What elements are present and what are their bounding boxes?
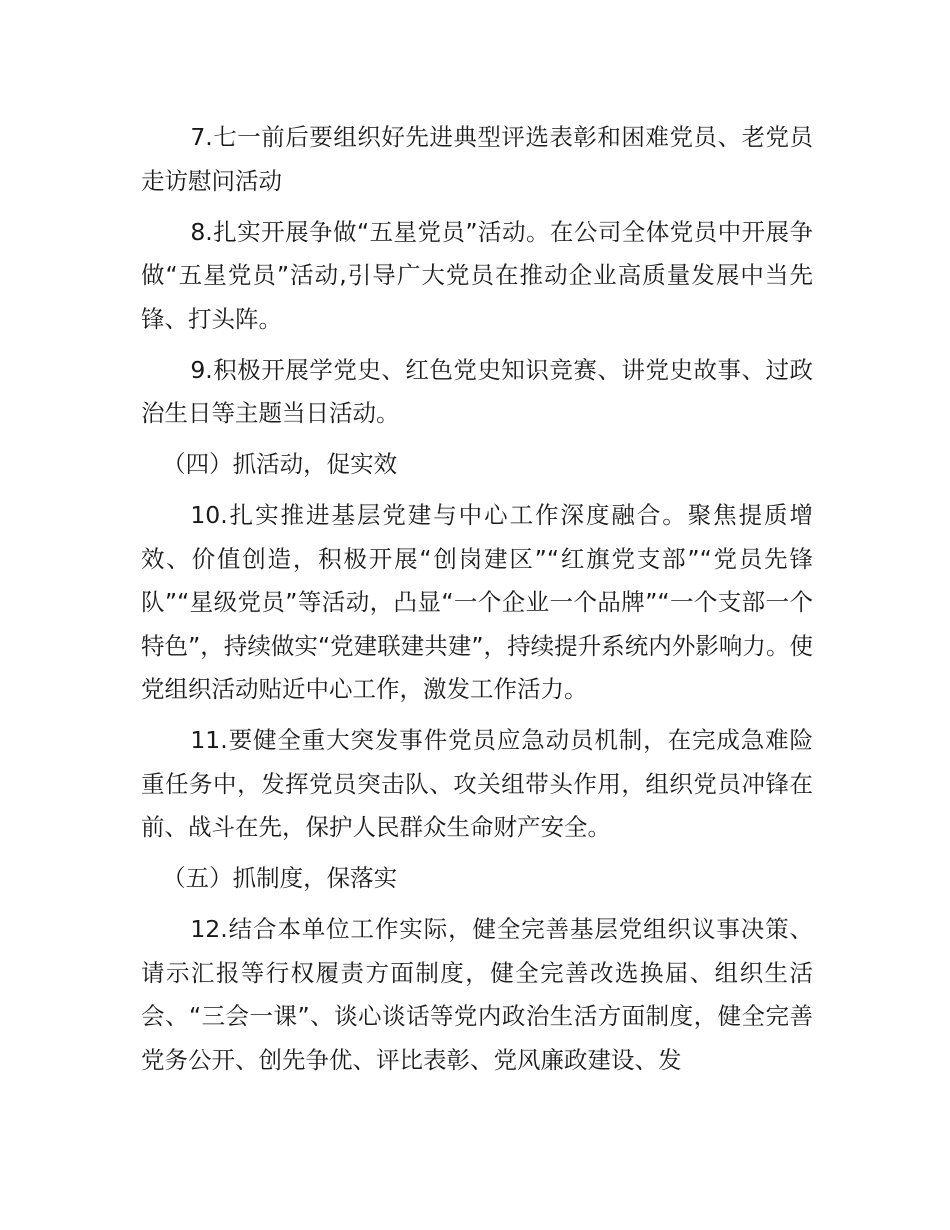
section-heading-4: （四）抓活动，促实效 <box>162 450 398 478</box>
paragraph-item-8: 8.扎实开展争做“五星党员”活动。在公司全体党员中开展争做“五星党员”活动,引导广大党员在推动企业高质量发展中当先锋、打头阵。 <box>141 217 813 333</box>
paragraph-item-10: 10.扎实推进基层党建与中心工作深度融合。聚焦提质增效、价值创造，积极开展“创岗建区”“红旗党支部”“党员先锋队”“星级党员”等活动，凸显“一个企业一个品牌”“一个支部一个特色”，持续做实“党建联建共建”，持续提升系统内外影响力。使党组织活动贴近中心工作，激发工作活力。 <box>141 501 813 703</box>
paragraph-item-7: 7.七一前后要组织好先进典型评选表彰和困难党员、老党员走访慰问活动 <box>141 123 813 195</box>
paragraph-item-9: 9.积极开展学党史、红色党史知识竞赛、讲党史故事、过政治生日等主题当日活动。 <box>141 355 813 427</box>
document-body <box>141 116 813 1090</box>
paragraph-item-11: 11.要健全重大突发事件党员应急动员机制，在完成急难险重任务中，发挥党员突击队、攻关组带头作用，组织党员冲锋在前、战斗在先，保护人民群众生命财产安全。 <box>141 726 813 841</box>
paragraph-item-12: 12.结合本单位工作实际，健全完善基层党组织议事决策、请示汇报等行权履责方面制度，健全完善改选换届、组织生活会、“三会一课”、谈心谈话等党内政治生活方面制度，健全完善党务公开、创先争优、评比表彰、党风廉政建设、发 <box>141 915 813 1074</box>
section-heading-5: （五）抓制度，保落实 <box>162 864 398 892</box>
